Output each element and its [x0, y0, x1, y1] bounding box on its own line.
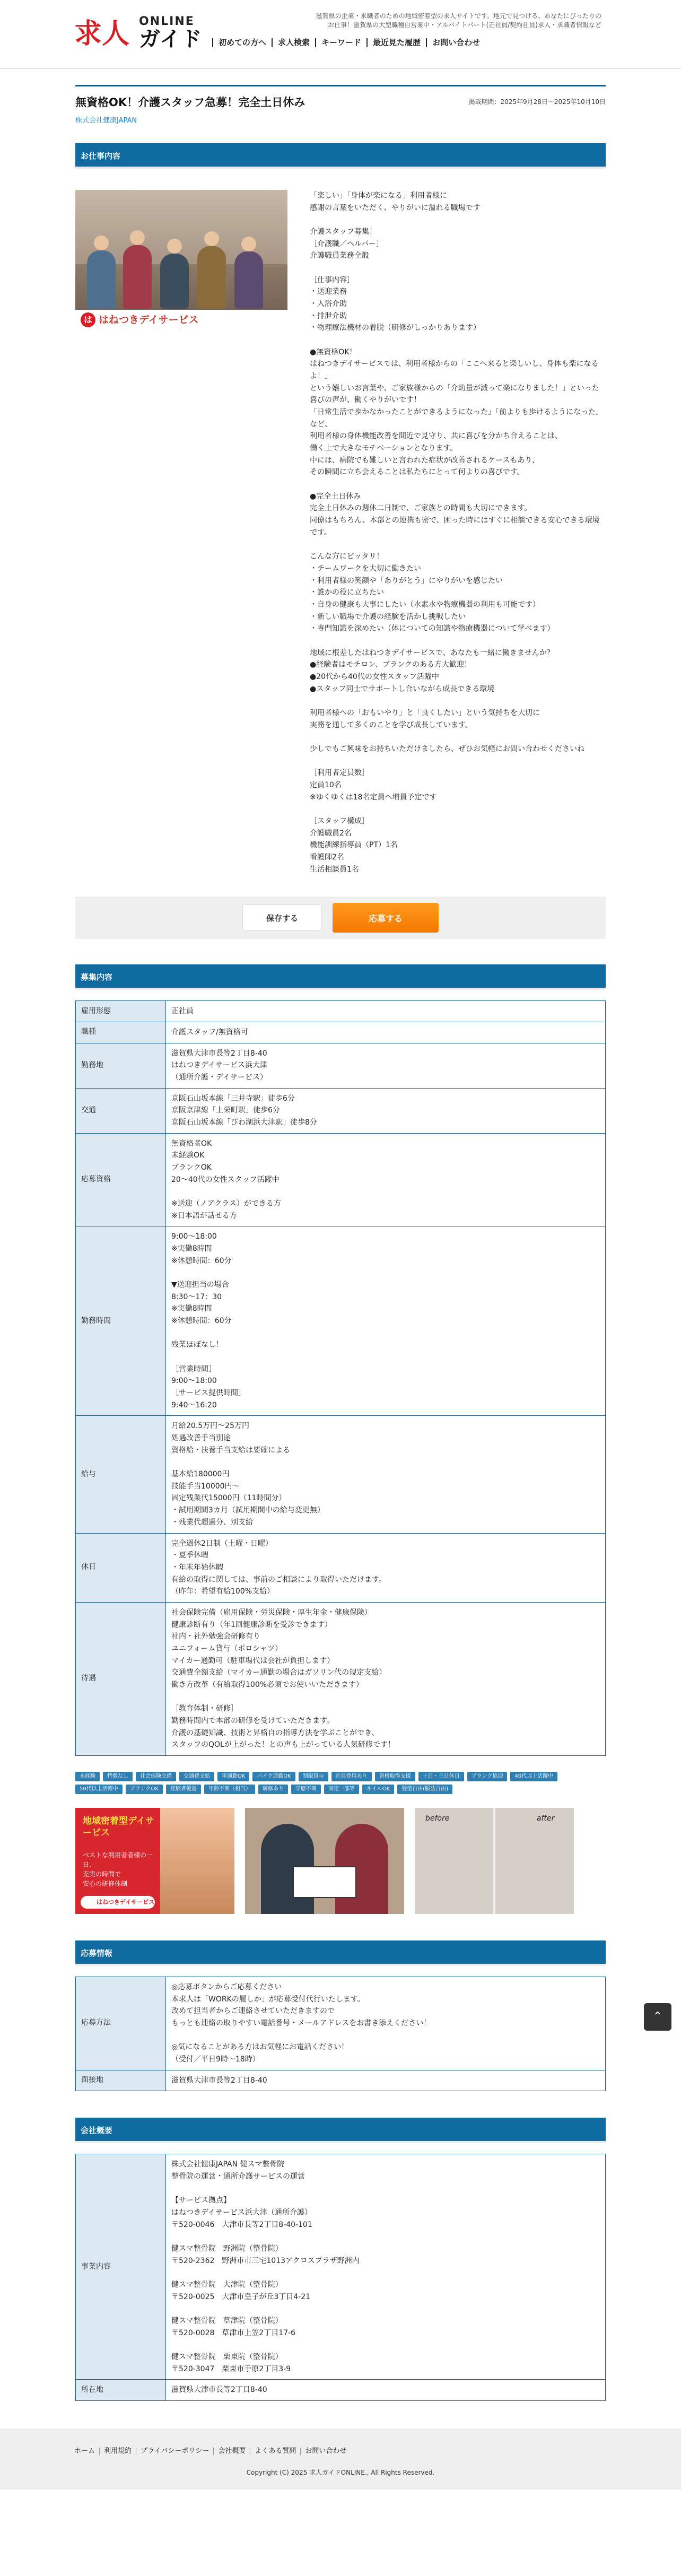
- feature-tag[interactable]: 社会保険完備: [136, 1772, 176, 1781]
- feature-tag[interactable]: 年齢不問（相当）: [204, 1785, 255, 1794]
- apply-button[interactable]: 応募する: [333, 903, 439, 933]
- table-row: 面接地 滋賀県大津市長等2丁目8-40: [76, 2070, 606, 2091]
- company-table: [75, 2154, 606, 2401]
- company-link[interactable]: 株式会社健康JAPAN: [75, 116, 137, 125]
- apply-table: [75, 1977, 606, 2091]
- recruit-table: [75, 1000, 606, 1756]
- footer-link-home[interactable]: ホーム: [74, 2447, 95, 2456]
- site-logo[interactable]: [74, 13, 212, 50]
- post-period: 掲載期間：2025年9月28日〜2025年10月10日: [468, 98, 606, 106]
- action-bar: [75, 897, 606, 939]
- feature-tag[interactable]: 固定一部等: [324, 1785, 359, 1794]
- feature-tag[interactable]: 40代以上活躍中: [510, 1772, 557, 1781]
- chevron-up-icon: ⌃: [652, 2010, 663, 2023]
- footer-link-terms[interactable]: 利用規約: [99, 2448, 136, 2455]
- gallery-image-1[interactable]: 地域密着型デイサービス ベストな利用者者様の一日、 充実の時間で 安心の研修体制 はねつきデイサービス: [75, 1808, 234, 1914]
- feature-tag[interactable]: 制服貸与: [299, 1772, 328, 1781]
- feature-tag[interactable]: バイク通勤OK: [252, 1772, 295, 1781]
- save-button[interactable]: 保存する: [242, 904, 322, 931]
- job-title: 無資格OK！介護スタッフ急募！完全土日休み: [75, 96, 305, 109]
- feature-tag[interactable]: ネイルOK: [362, 1785, 394, 1794]
- feature-tag[interactable]: 資格取得支援: [375, 1772, 415, 1781]
- section-heading-company: 会社概要: [75, 2118, 606, 2143]
- table-row: 応募資格 無資格者OK 未経験OK ブランクOK 20〜40代の女性スタッフ活躍中 ※送迎（ノアクラス）ができる方 ※日本語が話せる方: [76, 1133, 606, 1226]
- table-row: 所在地 滋賀県大津市長等2丁目8-40: [76, 2380, 606, 2401]
- table-row: 休日 完全週休2日制（土曜・日曜） ・夏季休暇 ・年末年始休暇 有給の取得に関しては、事前のご相談により取得いただけます。 （昨年：希望有給100%支給）: [76, 1533, 606, 1602]
- facility-logo-icon: は: [81, 312, 95, 327]
- feature-tag[interactable]: 土日・主日休日: [418, 1772, 464, 1781]
- site-header: [0, 0, 681, 69]
- logo-online-text: ONLINE: [139, 15, 195, 28]
- table-row: 事業内容 株式会社健康JAPAN 健スマ整骨院 整骨院の運営・通所介護サービスの運営 【サービス拠点】 はねつきデイサービス浜大津（通所介護） 〒520-0046 大津市長等2丁目8-40-101 健スマ整骨院 野洲院（整骨院） 〒520-2362 野洲市市三宅1013アクロスプラザ野洲内 健スマ整骨院 大津院（整骨院） 〒520-0025 大津市皇子が丘3丁目4-21 健スマ整骨院 草津院（整骨院） 〒520-0028 草津市上笠2丁目17-6 健スマ整骨院 栗東院（整骨院） 〒520-3047 栗東市手原2丁目3-9: [76, 2154, 606, 2380]
- main-content: [75, 85, 606, 2401]
- feature-tag[interactable]: 特徴なし: [103, 1772, 133, 1781]
- copyright: Copyright (C) 2025 求人ガイドONLINE., All Rights Reserved.: [246, 2469, 435, 2477]
- nav-job-search[interactable]: 求人検索: [272, 38, 315, 47]
- photo-caption-banner: [75, 310, 287, 330]
- footer-nav: [74, 2448, 351, 2455]
- footer-link-contact[interactable]: お問い合わせ: [300, 2448, 351, 2455]
- photo-caption: はねつきデイサービス: [99, 314, 199, 326]
- feature-tag[interactable]: 経験者優遇: [166, 1785, 201, 1794]
- section-heading-description: お仕事内容: [75, 143, 606, 169]
- table-row: 雇用形態 正社員: [76, 1001, 606, 1022]
- nav-history[interactable]: 最近見た履歴: [366, 38, 426, 47]
- feature-tag[interactable]: 研修あり: [258, 1785, 288, 1794]
- feature-tag[interactable]: 未経験: [75, 1772, 100, 1781]
- footer-link-privacy[interactable]: プライバシーポリシー: [136, 2448, 213, 2455]
- footer-link-company[interactable]: 会社概要: [213, 2448, 250, 2455]
- feature-tag[interactable]: ブランク歓迎: [467, 1772, 508, 1781]
- global-nav: [212, 38, 485, 47]
- job-description: [75, 169, 606, 875]
- photo-gallery: [75, 1808, 606, 1914]
- section-heading-apply: 応募情報: [75, 1940, 606, 1966]
- job-header: [75, 85, 606, 143]
- table-row: 応募方法 ◎応募ボタンからご応募ください 本求人は「WORKの履しか」が応募受付代行いたします。 改めて担当者からご連絡させていただきますので もっとも連絡の取りやすい電話番号・メールアドレスをお書き添えください！ ◎気になることがある方はお気軽にお電話ください！ （受付／平日9時〜18時）: [76, 1977, 606, 2070]
- feature-tag[interactable]: 50代以上活躍中: [75, 1785, 123, 1794]
- gallery-image-3[interactable]: before after: [415, 1808, 574, 1914]
- feature-tag[interactable]: ブランクOK: [126, 1785, 163, 1794]
- page-top-button[interactable]: [644, 2003, 671, 2031]
- gallery-image-2[interactable]: [245, 1808, 404, 1914]
- section-heading-recruit: 募集内容: [75, 964, 606, 990]
- nav-keyword[interactable]: キーワード: [315, 38, 366, 47]
- logo-kanji: 求人: [74, 18, 130, 50]
- facility-photo: [75, 190, 287, 330]
- description-text: 「楽しい」「身体が楽になる」利用者様に 感謝の言葉をいただく、やりがいに溢れる職場です 介護スタッフ募集！ ［介護職／ヘルパー］ 介護職員業務全般 ［仕事内容］ ・送迎業務 ・入浴介助 ・排泄介助 ・物理療法機材の着脱（研修がしっかりあります） ●無資格OK！ はねつきデイサービスでは、利用者様からの「ここへ来ると楽しいし、身体も楽になるよ！」 という嬉しいお言葉や、ご家族様からの「介助量が減って楽になりました！」といった 喜びの声が、働くやりがいです！ 「日常生活で歩かなかったことができるようになった」「前よりも歩けるようになった」など、 利用者様の身体機能改善を間近で見守り、共に喜びを分かち合えることは、 働く上で大きなモチベーションとなります。 中には、病院でも難しいと言われた症状が改善されるケースもあり、 その瞬間に立ち会えることは私たちにとって何よりの喜びです。 ●完全土日休み 完全土日休みの週休二日制で、ご家族との時間も大切にできます。 同僚はもちろん、本部との連携も密で、困った時にはすぐに相談できる安心できる環境です。 こんな方にピッタリ！ ・チームワークを大切に働きたい ・利用者様の笑顔や「ありがとう」にやりがいを感じたい ・誰かの役に立ちたい ・自身の健康も大事にしたい（水素水や物療機器の利用も可能です） ・新しい職場で介護の経験を活かし挑戦したい ・専門知識を深めたい（体についての知識や物療機器について学べます） 地域に根差したはねつきデイサービスで、あなたも一緒に働きませんか？ ●経験者はモチロン、ブランクのある方大歓迎！ ●20代から40代の女性スタッフ活躍中 ●スタッフ同士でサポートし合いながら成長できる環境 利用者様への「おもいやり」と「良くしたい」という気持ちを大切に 実務を通して多くのことを学び成長しています。 少しでもご興味をお持ちいただけましたら、ぜひお気軽にお問い合わせくださいね ［利用者定員数］ 定員10名 ※ゆくゆくは18名定員へ増員予定です ［スタッフ構成］ 介護職員2名 機能訓練指導員（PT）1名 看護師2名 生活相談員1名: [310, 192, 603, 874]
- feature-tag[interactable]: 髪型自由(服装自由): [397, 1785, 452, 1794]
- table-row: 交通 京阪石山坂本線「三井寺駅」徒歩6分 京阪京津線「上栄町駅」徒歩6分 京阪石山坂本線「びわ湖浜大津駅」徒歩8分: [76, 1088, 606, 1133]
- feature-tags: [75, 1772, 606, 1794]
- feature-tag[interactable]: 社員登用あり: [331, 1772, 372, 1781]
- feature-tag[interactable]: 車通勤OK: [217, 1772, 249, 1781]
- nav-beginners[interactable]: 初めての方へ: [212, 38, 272, 47]
- feature-tag[interactable]: 学歴不問: [291, 1785, 321, 1794]
- table-row: 勤務時間 9:00〜18:00 ※実働8時間 ※休憩時間：60分 ▼送迎担当の場合 8:30〜17：30 ※実働8時間 ※休憩時間：60分 残業ほぼなし！ ［営業時間］ 9:00〜18:00 ［サービス提供時間］ 9:40〜16:20: [76, 1226, 606, 1416]
- table-row: 職種 介護スタッフ/無資格可: [76, 1022, 606, 1043]
- nav-contact[interactable]: お問い合わせ: [426, 38, 485, 47]
- site-tagline: 滋賀県の企業・求職者のための地域密着型の求人サイトです。地元で見つける、あなたにぴったりのお仕事！滋賀県の大型職種自営業中・アルバイトパート(正社員/契約社員)求人・求職者情報など: [316, 12, 601, 29]
- table-row: 待遇 社会保険完備（雇用保険・労災保険・厚生年金・健康保険） 健康診断有り（年1回健康診断を受診できます） 社内・社外勉強会研修有り ユニフォーム貸与（ポロシャツ） マイカー通勤可（駐車場代は会社が負担します） 交通費全額支給（マイカー通勤の場合はガソリン代の規定支給） 働き方改革（有給取得100%必須でお使いいただきます） ［教育体制・研修］ 勤務時間内で本部の研修を受けていただきます。 介護の基礎知識、技術と昇格自の指導方法を学ぶことができ、 スタッフのQOLが上がった！との声も上がっている人気研修です！: [76, 1602, 606, 1755]
- table-row: 給与 月給20.5万円〜25万円 処遇改善手当別途 資格給・扶養手当支給は要確による 基本給180000円 技能手当10000円〜 固定残業代15000円（11時間分） ・試用期間3カ月（試用期間中の給与変更無） ・残業代超過分、別支給: [76, 1416, 606, 1533]
- logo-guide-text: ガイド: [139, 27, 202, 51]
- feature-tag[interactable]: 交通費支給: [179, 1772, 214, 1781]
- footer-link-faq[interactable]: よくある質問: [250, 2448, 300, 2455]
- table-row: 勤務地 滋賀県大津市長等2丁目8-40 はねつきデイサービス浜大津 （通所介護・デイサービス）: [76, 1043, 606, 1088]
- site-footer: [0, 2429, 681, 2490]
